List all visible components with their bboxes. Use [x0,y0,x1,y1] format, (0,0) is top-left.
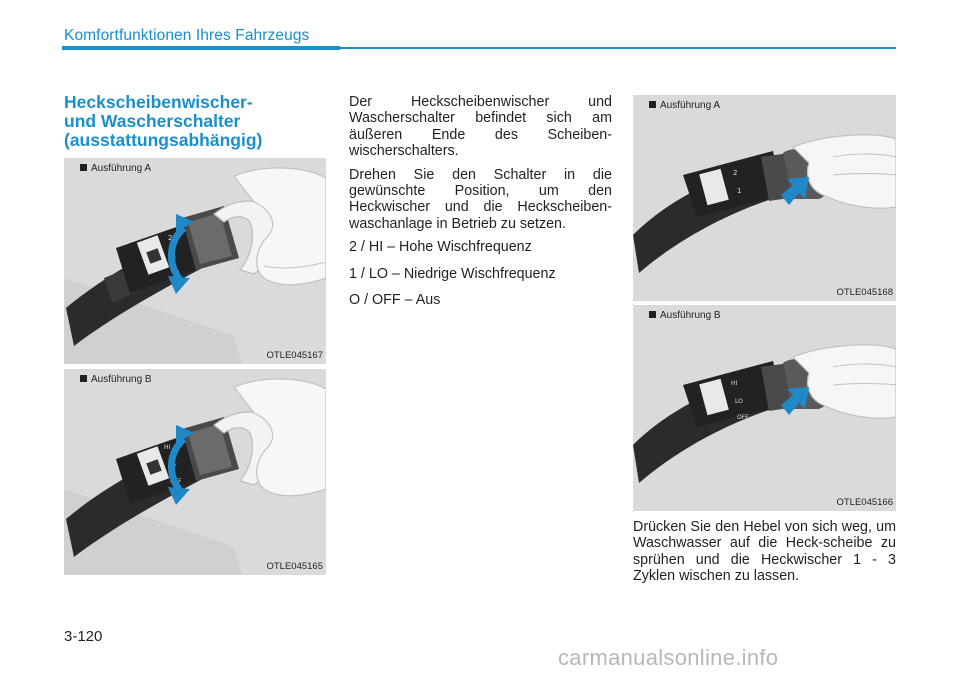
watermark: carmanualsonline.info [558,645,779,670]
figure-code: OTLE045167 [266,350,323,361]
svg-text:2: 2 [168,234,173,242]
body-text-washer [633,519,896,592]
figure-push-a [633,95,896,301]
svg-text:O: O [174,269,180,277]
square-bullet-icon [80,375,87,382]
wiper-lever-rotate-illustration [64,369,326,575]
svg-text:LO: LO [735,398,743,405]
figure-code: OTLE045168 [836,287,893,298]
section-title [64,93,314,150]
section-title-line-3: (ausstattungsabhängig) [64,130,263,150]
svg-text:1: 1 [737,187,742,195]
svg-text:1: 1 [172,252,177,260]
section-title-line-2: und Wascherschalter [64,111,241,131]
paragraph-washer: Drücken Sie den Hebel von sich weg, um Waschwasser auf die Heck-scheibe zu sprühen und die Heckwischer 1 - 3 Zyklen wischen zu lassen. [633,519,896,585]
figure-label [649,310,721,321]
position-lo: 1 / LO – Niedrige Wischfrequenz [349,265,556,282]
paragraph-operation: Drehen Sie den Schalter in die gewünschte Position, um den Heckwischer und die Heckscheiben-waschanlage in Betrieb zu setzen. [349,166,612,232]
svg-text:OFF: OFF [737,414,749,421]
figure-label-text: Ausführung A [660,100,721,111]
figure-code: OTLE045166 [836,497,893,508]
figure-code: OTLE045165 [266,561,323,572]
wiper-lever-push-illustration [633,95,896,301]
svg-text:HI: HI [731,380,738,387]
wiper-lever-rotate-illustration [64,158,326,364]
figure-label [80,374,152,385]
figure-rotate-a [64,158,326,364]
figure-label-text: Ausführung A [91,163,152,174]
header-title: Komfortfunktionen Ihres Fahrzeugs [64,27,310,44]
header-rule-thick [62,46,340,50]
figure-label-text: Ausführung B [660,310,721,321]
body-text-column [349,94,612,318]
header-rule-thin [340,47,896,49]
figure-label-text: Ausführung B [91,374,152,385]
svg-text:LO: LO [168,462,176,469]
figure-label [80,163,151,174]
wiper-lever-push-illustration [633,305,896,511]
square-bullet-icon [649,311,656,318]
svg-text:HI: HI [164,444,171,451]
paragraph-location: Der Heckscheibenwischer und Wascherschalter befindet sich am äußeren Ende des Scheiben-wischerschalters. [349,94,612,160]
figure-push-b [633,305,896,511]
figure-rotate-b [64,369,326,575]
position-hi: 2 / HI – Hohe Wischfrequenz [349,239,532,256]
square-bullet-icon [80,164,87,171]
square-bullet-icon [649,101,656,108]
section-title-line-1: Heckscheibenwischer- [64,92,253,112]
svg-text:OFF: OFF [170,478,182,485]
page-number: 3-120 [64,628,103,645]
figure-label [649,100,720,111]
svg-text:2: 2 [733,169,738,177]
position-off: O / OFF – Aus [349,292,441,309]
